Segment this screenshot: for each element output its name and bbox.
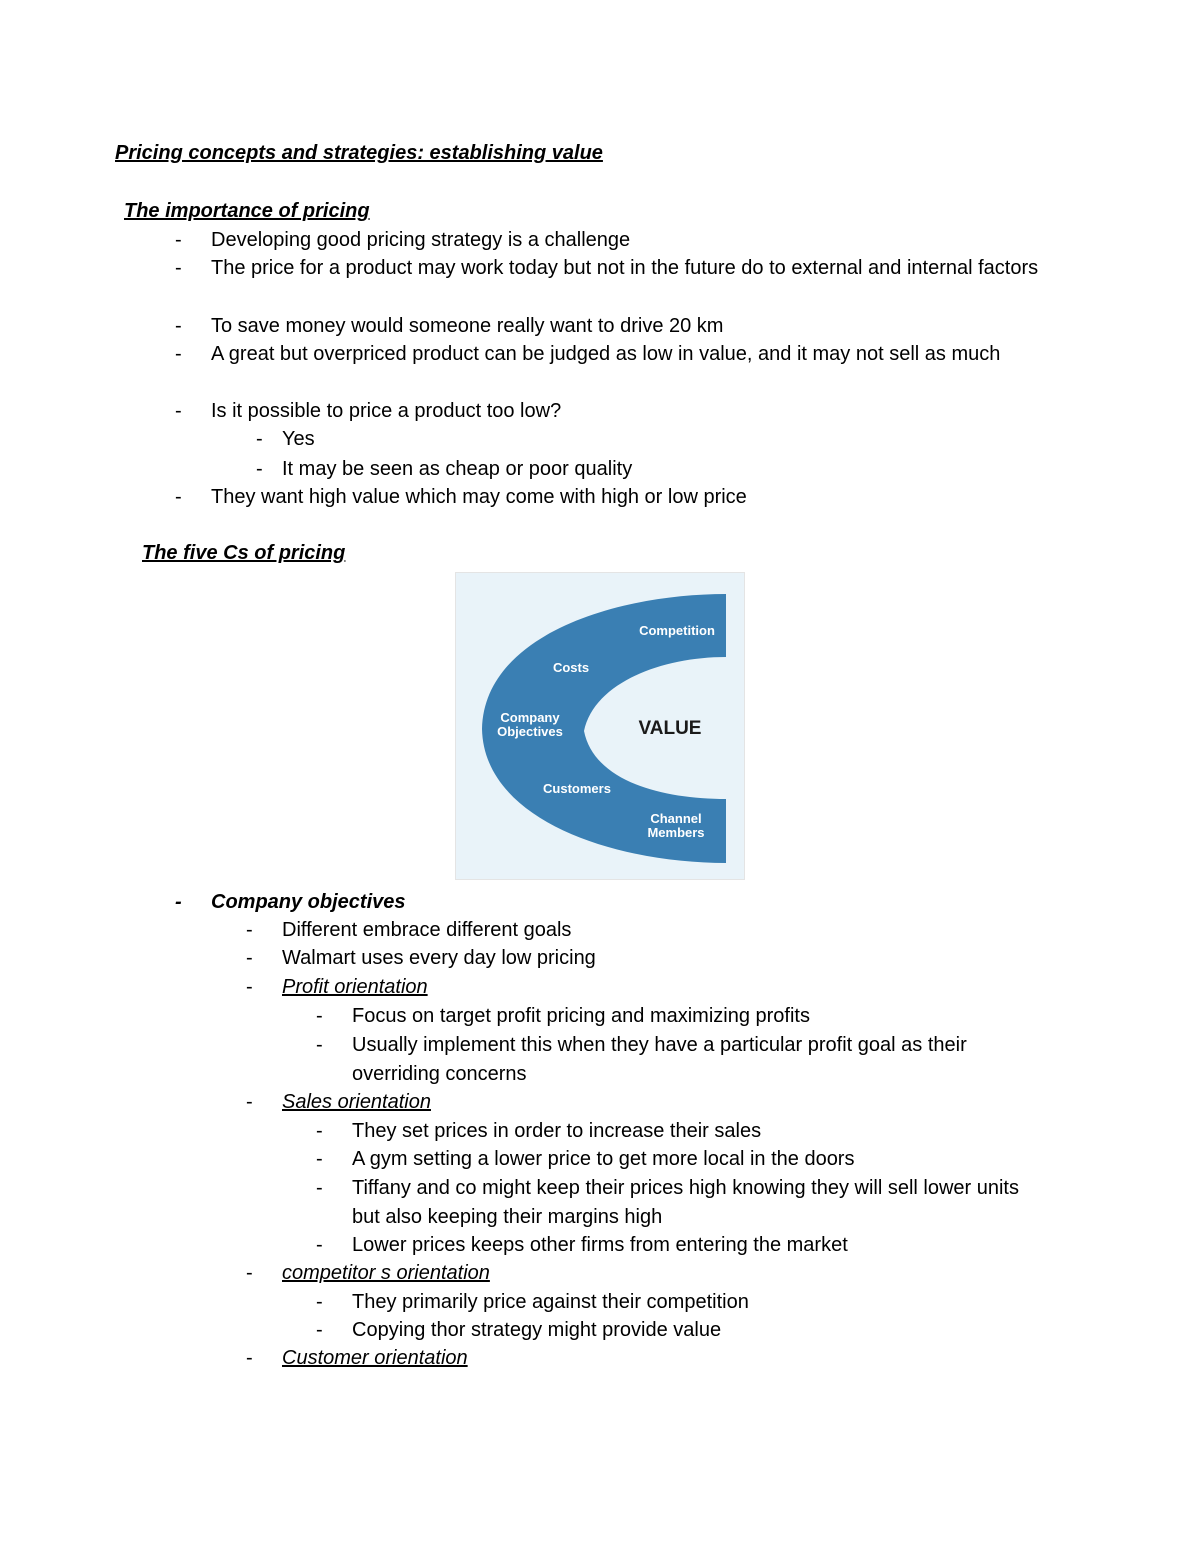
label-channel-members-2: Members — [647, 825, 705, 840]
list-item: They want high value which may come with high or low price — [211, 486, 747, 508]
bullet-dash: - — [246, 1262, 253, 1284]
list-item: Different embrace different goals — [282, 919, 572, 941]
list-item: Tiffany and co might keep their prices high knowing they will sell lower units but also keeping their margins high — [352, 1177, 1019, 1228]
bullet-dash: - — [316, 1005, 323, 1027]
bullet-dash: - — [316, 1177, 323, 1199]
bullet-dash: - — [175, 343, 182, 365]
bullet-dash: - — [246, 947, 253, 969]
bullet-dash: - — [246, 1091, 253, 1113]
list-item: Is it possible to price a product too low? — [211, 400, 562, 422]
bullet-dash: - — [316, 1319, 323, 1341]
list-item: The price for a product may work today but not in the future do to external and internal factors — [211, 257, 1039, 279]
bullet-dash: - — [256, 458, 263, 480]
list-item: Focus on target profit pricing and maximizing profits — [352, 1005, 810, 1027]
bullet-dash: - — [316, 1120, 323, 1142]
label-value: VALUE — [638, 718, 702, 739]
label-costs: Costs — [552, 660, 590, 675]
list-item: Copying thor strategy might provide value — [352, 1319, 722, 1341]
bullet-dash: - — [175, 257, 182, 279]
label-company-objectives-2: Objectives — [497, 724, 563, 739]
bullet-dash: - — [316, 1148, 323, 1170]
bullet-dash: - — [246, 1347, 253, 1369]
label-customers: Customers — [543, 781, 611, 796]
bullet-dash: - — [175, 486, 182, 508]
bullet-dash: - — [246, 976, 253, 998]
list-item: Walmart uses every day low pricing — [282, 947, 596, 969]
list-item: They primarily price against their competition — [352, 1291, 749, 1313]
subheading-sales-orientation: Sales orientation — [282, 1091, 431, 1113]
bullet-dash: - — [316, 1291, 323, 1313]
list-item: It may be seen as cheap or poor quality — [282, 458, 633, 480]
subheading-customer-orientation: Customer orientation — [282, 1347, 468, 1369]
bullet-dash: - — [175, 229, 182, 251]
subheading-company-objectives: Company objectives — [211, 891, 406, 913]
list-item: Developing good pricing strategy is a challenge — [211, 229, 631, 251]
list-item: They set prices in order to increase their sales — [352, 1120, 762, 1142]
bullet-dash: - — [175, 315, 182, 337]
list-item: To save money would someone really want to drive 20 km — [211, 315, 724, 337]
label-competition: Competition — [639, 623, 715, 638]
bullet-dash: - — [175, 400, 182, 422]
list-item: Lower prices keeps other firms from entering the market — [352, 1234, 848, 1256]
bullet-dash: - — [246, 919, 253, 941]
list-item: A gym setting a lower price to get more local in the doors — [352, 1148, 855, 1170]
label-channel-members-1: Channel — [650, 811, 702, 826]
section-heading-five-cs: The five Cs of pricing — [142, 542, 346, 564]
list-item: Yes — [282, 428, 315, 450]
subheading-competitor-orientation: competitor s orientation — [282, 1262, 490, 1284]
list-item: A great but overpriced product can be judged as low in value, and it may not sell as much — [211, 343, 1001, 365]
bullet-dash: - — [175, 891, 182, 913]
page-title: Pricing concepts and strategies: establishing value — [115, 142, 603, 164]
section-heading-importance: The importance of pricing — [124, 200, 370, 222]
label-company-objectives-1: Company — [500, 710, 560, 725]
list-item: Usually implement this when they have a particular profit goal as their overriding concerns — [352, 1034, 967, 1085]
bullet-dash: - — [256, 428, 263, 450]
five-cs-diagram — [455, 572, 745, 880]
bullet-dash: - — [316, 1234, 323, 1256]
subheading-profit-orientation: Profit orientation — [282, 976, 428, 998]
bullet-dash: - — [316, 1034, 323, 1056]
